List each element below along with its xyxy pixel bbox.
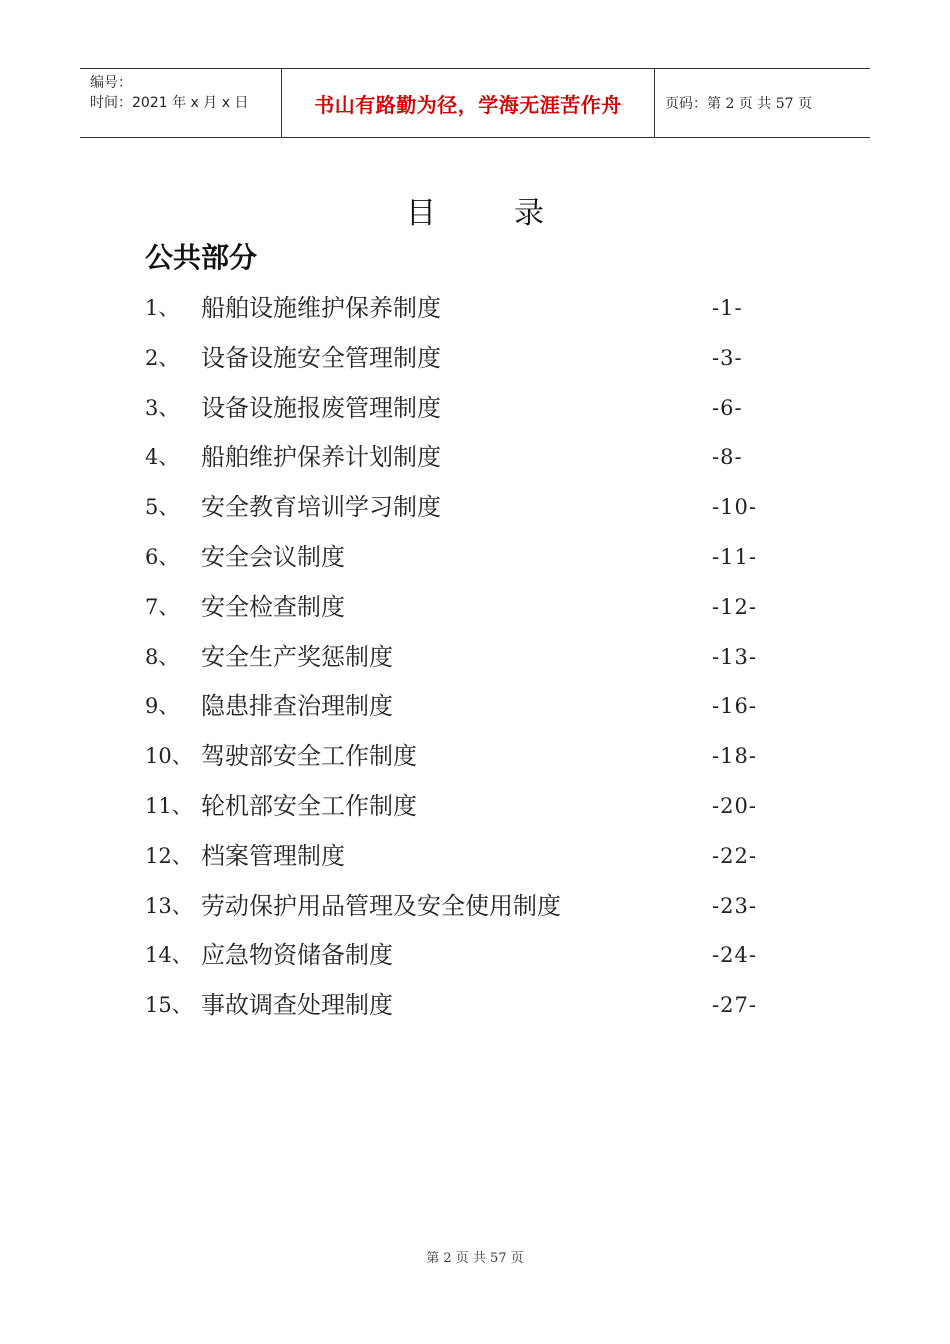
header-left-cell <box>80 69 282 137</box>
header-motto: 书山有路勤为径，学海无涯苦作舟 <box>314 92 622 117</box>
toc-list <box>145 290 785 1037</box>
toc-entry-page: -20- <box>712 793 757 818</box>
toc-entry[interactable] <box>145 838 785 888</box>
toc-entry-number: 3、 <box>145 395 180 420</box>
toc-entry-number: 8、 <box>145 644 180 669</box>
page-footer: 第 2 页 共 57 页 <box>426 1251 524 1266</box>
toc-entry-title: 船舶维护保养计划制度 <box>201 443 441 472</box>
toc-entry-number: 10、 <box>145 744 193 769</box>
toc-title-char-1: 目 <box>406 196 436 231</box>
toc-entry-number: 15、 <box>145 993 193 1018</box>
toc-entry[interactable] <box>145 589 785 639</box>
toc-title <box>0 188 950 232</box>
toc-entry-page: -23- <box>712 893 757 918</box>
toc-entry-number: 4、 <box>145 445 180 470</box>
toc-entry-page: -11- <box>712 544 757 569</box>
toc-entry-number: 6、 <box>145 544 180 569</box>
toc-entry-page: -8- <box>712 445 743 470</box>
document-number-label: 编号： <box>90 75 132 91</box>
toc-entry[interactable] <box>145 738 785 788</box>
toc-entry[interactable] <box>145 788 785 838</box>
toc-entry[interactable] <box>145 290 785 340</box>
page-header <box>80 68 870 138</box>
toc-entry-title: 设备设施安全管理制度 <box>201 343 441 372</box>
toc-entry[interactable] <box>145 390 785 440</box>
toc-entry-number: 14、 <box>145 943 193 968</box>
toc-entry-page: -12- <box>712 594 757 619</box>
toc-entry-page: -1- <box>712 296 743 320</box>
toc-entry[interactable] <box>145 439 785 489</box>
toc-entry-title: 轮机部安全工作制度 <box>201 791 417 820</box>
toc-entry-page: -13- <box>712 644 757 669</box>
toc-entry-title: 应急物资储备制度 <box>201 941 393 970</box>
toc-entry-page: -27- <box>712 993 757 1018</box>
section-title: 公共部分 <box>145 241 258 274</box>
page-number-info: 第 2 页 共 57 页 <box>707 96 812 112</box>
toc-entry-title: 隐患排查治理制度 <box>201 692 393 721</box>
toc-entry[interactable] <box>145 937 785 987</box>
toc-entry-page: -10- <box>712 495 757 520</box>
toc-entry[interactable] <box>145 987 785 1037</box>
toc-title-char-2: 录 <box>514 196 544 231</box>
toc-entry-number: 9、 <box>145 694 180 719</box>
header-motto-cell <box>282 69 655 137</box>
toc-entry-page: -6- <box>712 395 743 420</box>
toc-entry-title: 驾驶部安全工作制度 <box>201 742 417 771</box>
document-date: 时间：2021 年 x 月 x 日 <box>90 95 249 111</box>
toc-entry[interactable] <box>145 688 785 738</box>
toc-entry-number: 5、 <box>145 495 180 520</box>
toc-entry-title: 设备设施报废管理制度 <box>201 393 441 422</box>
toc-entry[interactable] <box>145 539 785 589</box>
toc-entry-title: 劳动保护用品管理及安全使用制度 <box>201 891 561 920</box>
toc-entry-title: 安全生产奖惩制度 <box>201 642 393 671</box>
toc-entry-number: 13、 <box>145 893 193 918</box>
toc-entry[interactable] <box>145 888 785 938</box>
toc-entry-title: 事故调查处理制度 <box>201 991 393 1020</box>
toc-entry-page: -22- <box>712 843 757 868</box>
toc-entry-page: -18- <box>712 744 757 769</box>
toc-entry[interactable] <box>145 639 785 689</box>
header-page-cell <box>655 69 870 137</box>
page-number-label: 页码： <box>665 96 707 112</box>
toc-entry-title: 安全教育培训学习制度 <box>201 493 441 522</box>
toc-entry[interactable] <box>145 489 785 539</box>
toc-entry-number: 7、 <box>145 594 180 619</box>
toc-entry-page: -3- <box>712 345 743 370</box>
toc-entry-number: 12、 <box>145 843 193 868</box>
toc-entry-title: 安全会议制度 <box>201 542 345 571</box>
toc-entry-number: 11、 <box>145 793 193 818</box>
toc-entry-page: -16- <box>712 694 757 719</box>
toc-entry-page: -24- <box>712 943 757 968</box>
toc-entry[interactable] <box>145 340 785 390</box>
toc-entry-number: 1、 <box>145 296 180 320</box>
toc-entry-title: 安全检查制度 <box>201 592 345 621</box>
toc-entry-title: 船舶设施维护保养制度 <box>201 294 441 322</box>
toc-entry-title: 档案管理制度 <box>201 841 345 870</box>
toc-entry-number: 2、 <box>145 345 180 370</box>
